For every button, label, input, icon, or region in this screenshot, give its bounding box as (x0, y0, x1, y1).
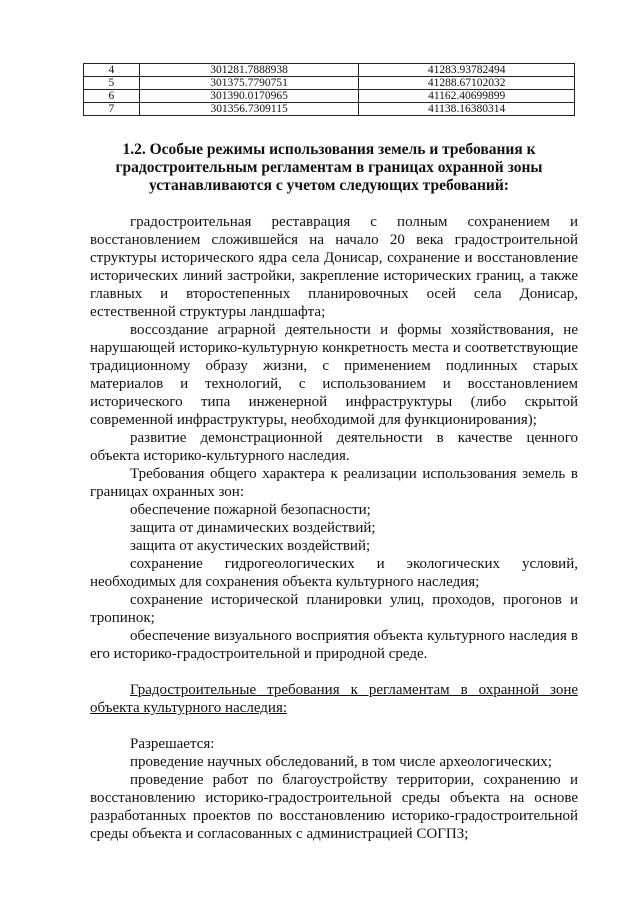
section-heading (100, 141, 558, 195)
table-cell-number: 5 (84, 77, 140, 90)
spacer (90, 717, 578, 735)
table-cell-x: 301281.7888938 (139, 64, 359, 77)
table-row (84, 90, 575, 103)
list-item: проведение работ по благоустройству территории, сохранению и восстановлению историко-градостроительной среды объекта на основе разработанных проектов по восстановлению историко-градостроительной среды объекта и согласованных с администрацией СОГПЗ; (90, 772, 578, 842)
paragraph-demonstration: развитие демонстрационной деятельности в качестве ценного объекта историко-культурного наследия. (90, 430, 578, 464)
list-item: обеспечение визуального восприятия объекта культурного наследия в его историко-градостроительной и природной среде. (90, 628, 578, 662)
table-row (84, 77, 575, 90)
paragraph-general-requirements: Требования общего характера к реализации использования земель в границах охранных зон: (90, 466, 578, 500)
paragraph-restoration: градостроительная реставрация с полным сохранением и восстановлением сложившейся на начало 20 века градостроительной структуры исторического ядра села Донисар, сохранение и восстановление исторических линий застройки, закрепление исторических границ, а также главных и второстепенных планировочных осей села Донисар, естественной структуры ландшафта; (90, 214, 578, 320)
table-cell-x: 301375.7790751 (139, 77, 359, 90)
paragraph-agrarian: воссоздание аграрной деятельности и формы хозяйствования, не нарушающей историко-культурную конкретность места и соответствующие традиционному образу жизни, с применением подлинных старых материалов и технологий, с использованием и восстановлением исторического типа инженерной инфраструктуры (либо скрытой современной инфраструктуры, необходимой для функционирования); (90, 322, 578, 428)
list-item: сохранение гидрогеологических и экологических условий, необходимых для сохранения объекта культурного наследия; (90, 556, 578, 590)
list-item: сохранение исторической планировки улиц, проходов, прогонов и тропинок; (90, 592, 578, 626)
table-cell-y: 41138.16380314 (359, 103, 575, 116)
heading-line: устанавливаются с учетом следующих требований: (149, 177, 509, 194)
heading-line: градостроительным регламентам в границах охранной зоны (115, 159, 543, 176)
table-cell-y: 41288.67102032 (359, 77, 575, 90)
allowed-label: Разрешается: (130, 736, 215, 752)
table-cell-number: 4 (84, 64, 140, 77)
table-row (84, 103, 575, 116)
table-cell-x: 301356.7309115 (139, 103, 359, 116)
table-cell-y: 41162.40699899 (359, 90, 575, 103)
table-cell-y: 41283.93782494 (359, 64, 575, 77)
spacer (90, 663, 578, 681)
document-body (90, 213, 578, 843)
table-row (84, 64, 575, 77)
list-item: защита от динамических воздействий; (130, 520, 376, 536)
list-item: защита от акустических воздействий; (130, 538, 371, 554)
table-cell-number: 7 (84, 103, 140, 116)
list-item: обеспечение пожарной безопасности; (130, 502, 371, 518)
heading-line: 1.2. Особые режимы использования земель и требования к (122, 141, 536, 158)
subsection-heading: Градостроительные требования к регламентам в охранной зоне объекта культурного наследия: (90, 682, 578, 716)
table-cell-x: 301390.0170965 (139, 90, 359, 103)
list-item: проведение научных обследований, в том числе археологических; (130, 754, 552, 770)
table-cell-number: 6 (84, 90, 140, 103)
coordinates-table (83, 63, 575, 116)
